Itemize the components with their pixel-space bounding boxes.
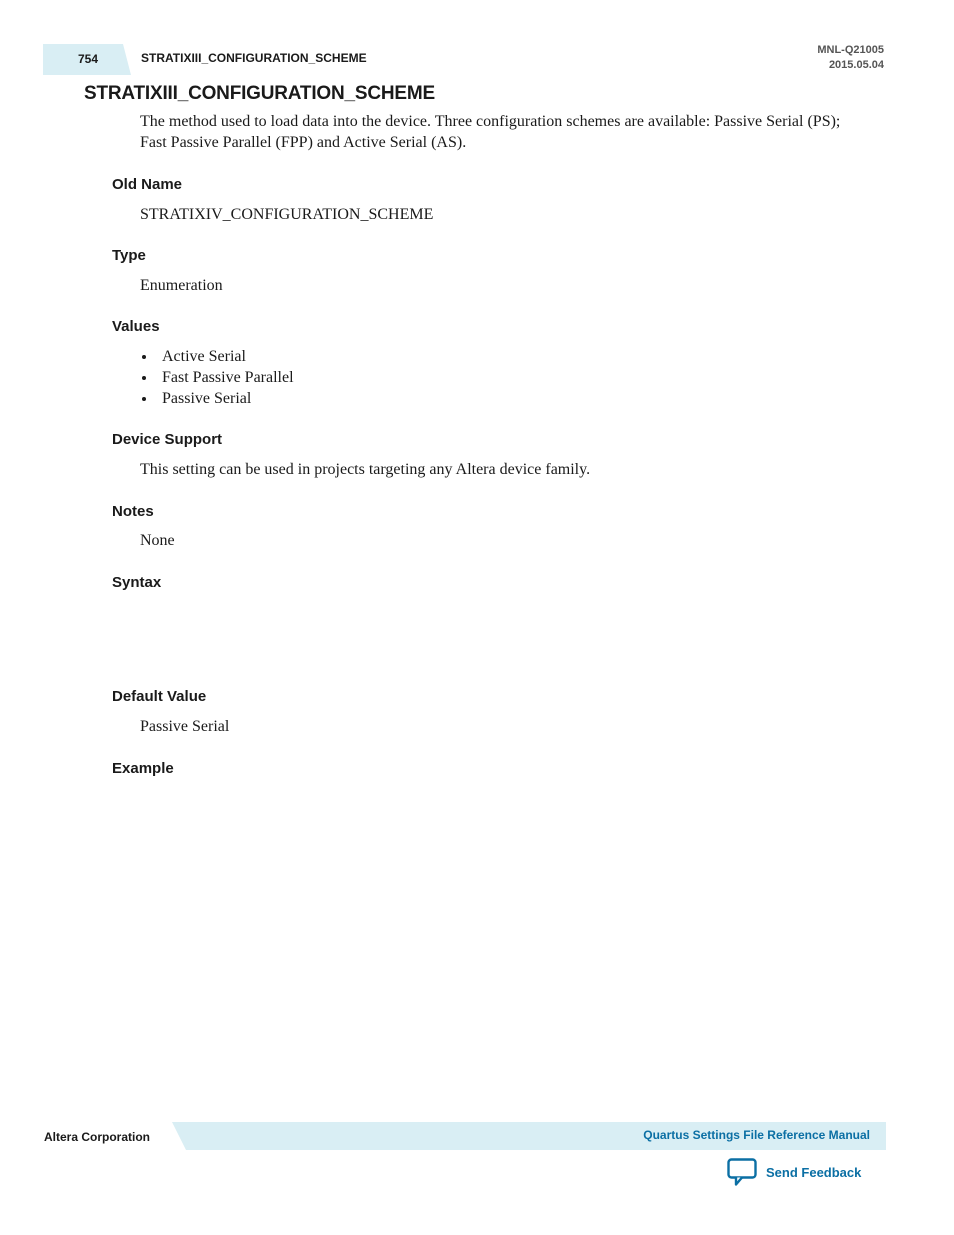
example-heading: Example [112,760,174,777]
list-item: Fast Passive Parallel [140,367,294,388]
speech-bubble-icon [727,1158,757,1186]
send-feedback-link[interactable] [727,1158,861,1186]
running-header-title: STRATIXIII_CONFIGURATION_SCHEME [141,51,367,65]
type-value: Enumeration [140,277,223,294]
doc-info [817,43,884,73]
device-support-heading: Device Support [112,431,223,448]
device-support-text: This setting can be used in projects targeting any Altera device family. [140,461,591,478]
page-title: STRATIXIII_CONFIGURATION_SCHEME [84,83,435,104]
old-name-value: STRATIXIV_CONFIGURATION_SCHEME [140,206,434,223]
notes-text: None [140,532,175,549]
old-name-heading: Old Name [112,176,183,193]
default-value-text: Passive Serial [140,718,230,735]
list-item: Passive Serial [140,388,294,409]
send-feedback-label: Send Feedback [766,1164,862,1180]
footer-manual-title[interactable]: Quartus Settings File Reference Manual [643,1128,870,1142]
type-heading: Type [112,247,146,264]
list-item: Active Serial [140,346,294,367]
values-heading: Values [112,318,160,335]
notes-heading: Notes [112,503,154,520]
description: The method used to load data into the device. Three configuration schemes are available: Passive Serial (PS); Fast Passive Parallel (FPP) and Active Serial (AS). [140,113,841,151]
page-number: 754 [77,52,99,66]
syntax-heading: Syntax [112,574,162,591]
doc-date: 2015.05.04 [828,59,884,71]
footer-company: Altera Corporation [44,1130,151,1144]
values-list [140,346,294,409]
doc-id: MNL-Q21005 [817,44,884,56]
default-value-heading: Default Value [112,688,207,705]
